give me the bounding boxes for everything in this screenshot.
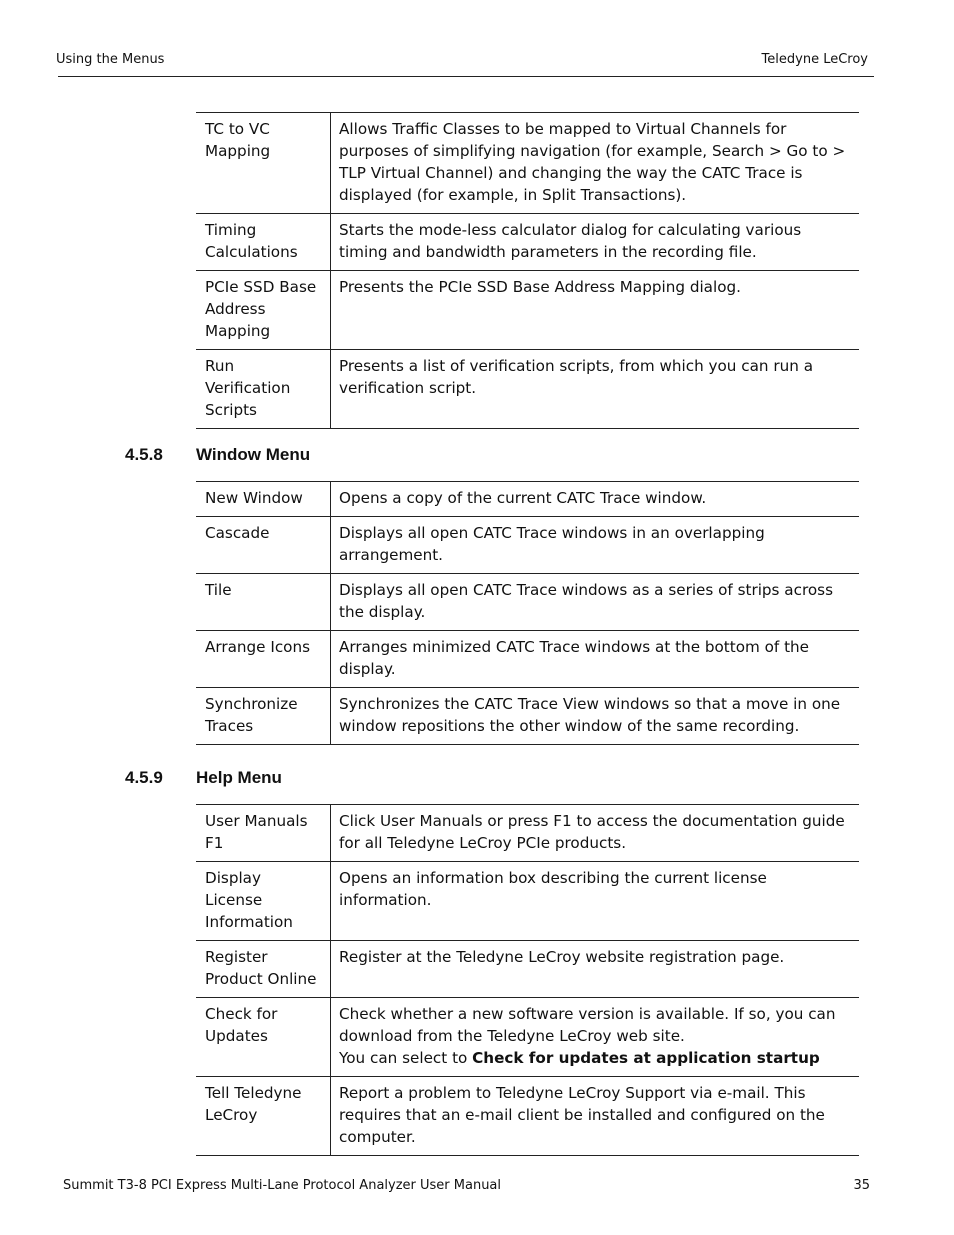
table-row xyxy=(196,113,859,214)
section-number: 4.5.9 xyxy=(125,768,163,787)
page-number: 35 xyxy=(853,1178,870,1193)
menu-item-description: Register at the Teledyne LeCroy website registration page. xyxy=(331,941,860,998)
table-row xyxy=(196,517,859,574)
tools-menu-table xyxy=(196,112,859,429)
menu-item-description: Synchronizes the CATC Trace View windows so that a move in one window repositions the other window of the same recording. xyxy=(331,688,860,745)
table-row xyxy=(196,805,859,862)
description-line xyxy=(339,1047,851,1069)
menu-item-term: Check for Updates xyxy=(196,998,331,1077)
menu-item-description xyxy=(331,998,860,1077)
menu-item-term: Tile xyxy=(196,574,331,631)
table-row xyxy=(196,350,859,429)
menu-item-term: New Window xyxy=(196,482,331,517)
menu-item-term: User Manuals F1 xyxy=(196,805,331,862)
menu-item-term: TC to VC Mapping xyxy=(196,113,331,214)
menu-item-term: Tell Teledyne LeCroy xyxy=(196,1077,331,1156)
menu-item-term: Display License Information xyxy=(196,862,331,941)
menu-item-description: Click User Manuals or press F1 to access the documentation guide for all Teledyne LeCroy PCIe products. xyxy=(331,805,860,862)
help-menu-table xyxy=(196,804,859,1156)
table-row xyxy=(196,1077,859,1156)
table-row xyxy=(196,214,859,271)
menu-item-description: Starts the mode-less calculator dialog for calculating various timing and bandwidth parameters in the recording file. xyxy=(331,214,860,271)
table-row xyxy=(196,941,859,998)
description-text: You can select to xyxy=(339,1049,473,1067)
menu-item-description: Presents a list of verification scripts, from which you can run a verification script. xyxy=(331,350,860,429)
menu-item-term: Arrange Icons xyxy=(196,631,331,688)
table-row xyxy=(196,631,859,688)
section-title: Help Menu xyxy=(196,768,282,787)
menu-item-term: PCIe SSD Base Address Mapping xyxy=(196,271,331,350)
menu-item-description: Opens an information box describing the current license information. xyxy=(331,862,860,941)
table-row xyxy=(196,482,859,517)
section-title: Window Menu xyxy=(196,445,311,464)
table-row xyxy=(196,271,859,350)
menu-item-term: Cascade xyxy=(196,517,331,574)
menu-item-description: Report a problem to Teledyne LeCroy Support via e-mail. This requires that an e-mail client be installed and configured on the computer. xyxy=(331,1077,860,1156)
footer-title: Summit T3-8 PCI Express Multi-Lane Protocol Analyzer User Manual xyxy=(63,1178,502,1193)
menu-item-term: Synchronize Traces xyxy=(196,688,331,745)
section-number: 4.5.8 xyxy=(125,445,163,464)
menu-item-description: Opens a copy of the current CATC Trace window. xyxy=(331,482,860,517)
option-name: Check for updates at application startup xyxy=(472,1049,820,1067)
menu-item-term: Run Verification Scripts xyxy=(196,350,331,429)
table-row xyxy=(196,998,859,1077)
window-menu-table xyxy=(196,481,859,745)
menu-item-term: Register Product Online xyxy=(196,941,331,998)
table-row xyxy=(196,574,859,631)
description-line: Check whether a new software version is available. If so, you can download from the Teledyne LeCroy web site. xyxy=(339,1005,836,1045)
running-header-right: Teledyne LeCroy xyxy=(761,52,868,67)
menu-item-description: Displays all open CATC Trace windows in an overlapping arrangement. xyxy=(331,517,860,574)
header-rule xyxy=(58,76,874,77)
table-row xyxy=(196,688,859,745)
menu-item-description: Presents the PCIe SSD Base Address Mapping dialog. xyxy=(331,271,860,350)
running-header-left: Using the Menus xyxy=(56,52,165,67)
menu-item-term: Timing Calculations xyxy=(196,214,331,271)
menu-item-description: Arranges minimized CATC Trace windows at the bottom of the display. xyxy=(331,631,860,688)
menu-item-description: Displays all open CATC Trace windows as a series of strips across the display. xyxy=(331,574,860,631)
table-row xyxy=(196,862,859,941)
menu-item-description: Allows Traffic Classes to be mapped to Virtual Channels for purposes of simplifying navigation (for example, Search > Go to > TLP Virtual Channel) and changing the way the CATC Trace is displayed (for example, in Split Transactions). xyxy=(331,113,860,214)
